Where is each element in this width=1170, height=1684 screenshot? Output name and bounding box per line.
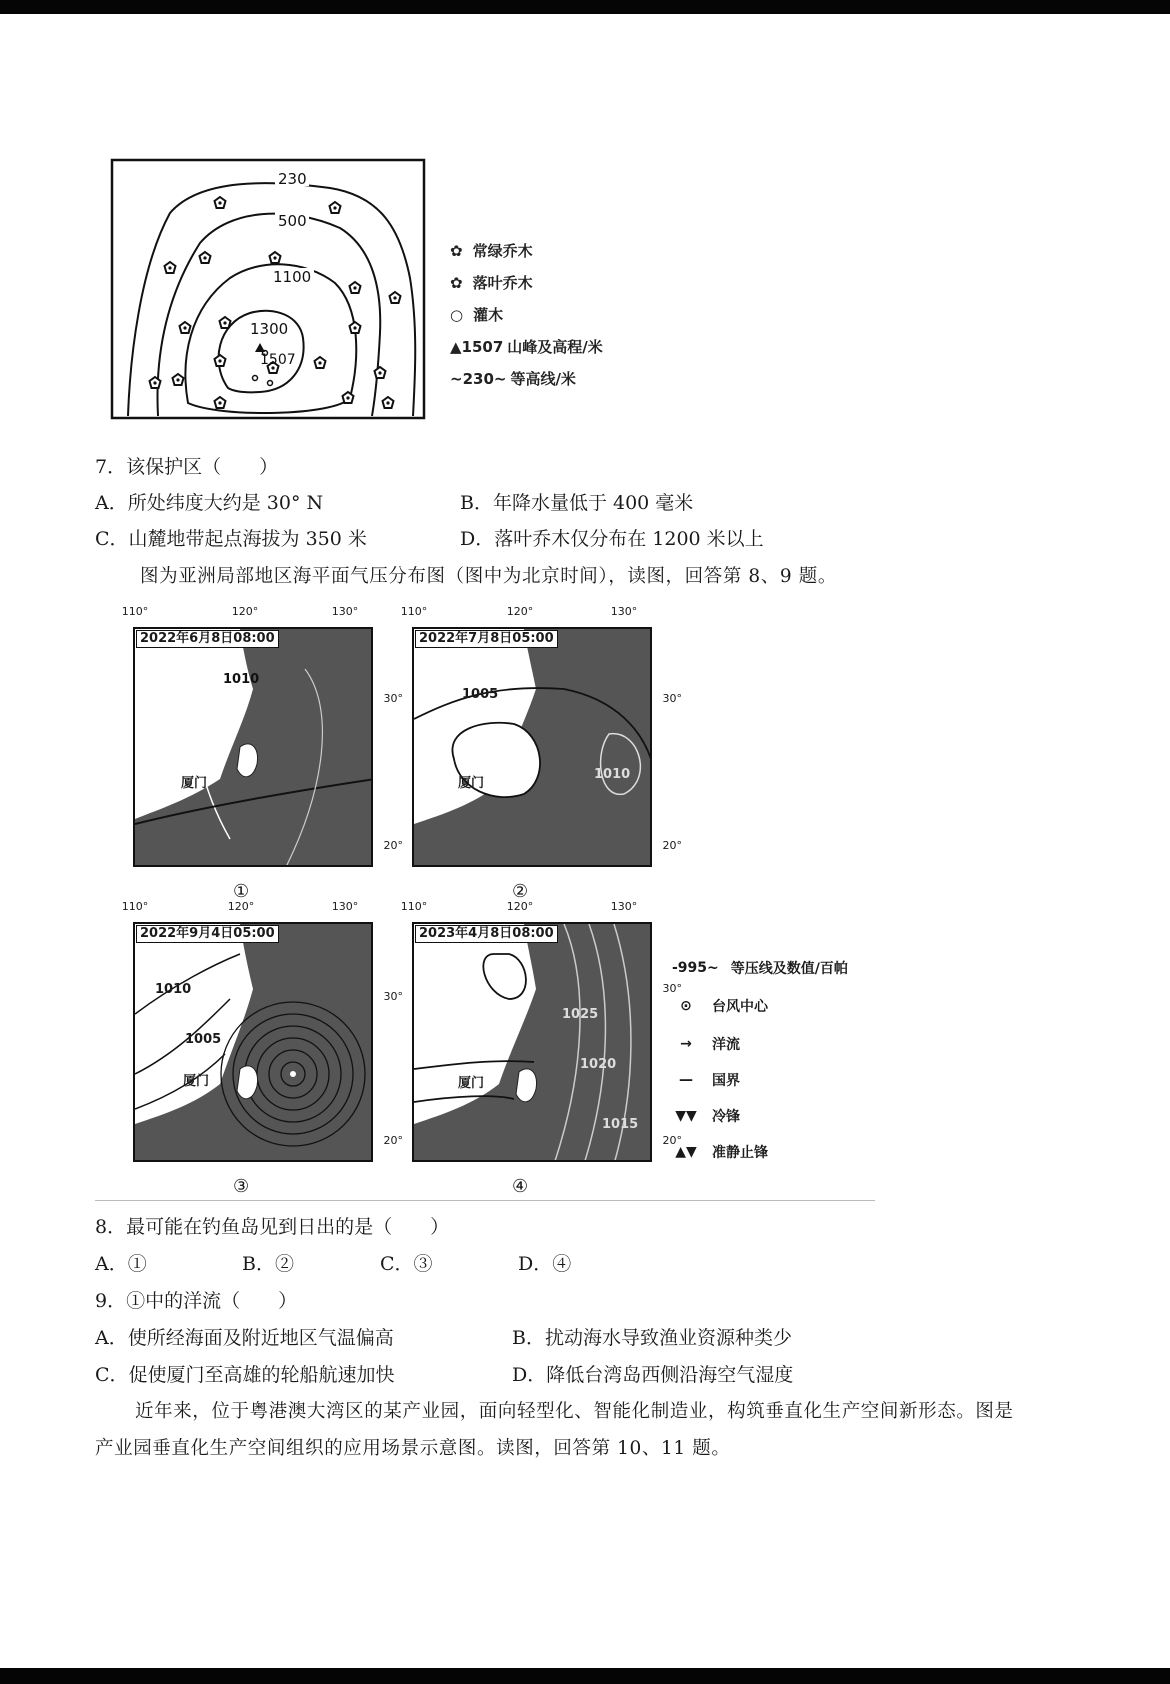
city-label: 厦门 xyxy=(458,776,485,791)
legend-row: ⊙ 台风中心 xyxy=(672,996,768,1016)
ytick: 30° xyxy=(383,692,403,705)
ytick: 30° xyxy=(662,692,682,705)
pressure-map-4 xyxy=(400,900,682,1197)
map-date: 2022年7月8日05:00 xyxy=(415,630,558,648)
q8-option-d: D．④ xyxy=(518,1253,572,1275)
intro-8-9: 图为亚洲局部地区海平面气压分布图（图中为北京时间），读图，回答第 8、9 题。 xyxy=(140,566,837,587)
stationary-front-icon: ▲▼ xyxy=(675,1144,697,1160)
legend-row: ▲▼ 准静止锋 xyxy=(672,1142,768,1162)
map-date: 2022年9月4日05:00 xyxy=(136,925,279,943)
q8-stem: 8．最可能在钓鱼岛见到日出的是（ ） xyxy=(95,1216,450,1238)
q7-option-a: A．所处纬度大约是 30° N xyxy=(95,492,324,514)
peak-icon: ▲1507 xyxy=(450,337,504,356)
city-label: 厦门 xyxy=(181,776,208,791)
legend-row: ✿ 落叶乔木 xyxy=(450,273,533,292)
legend-row: — 国界 xyxy=(672,1070,740,1090)
ytick: 20° xyxy=(383,839,403,852)
q7-option-c: C．山麓地带起点海拔为 350 米 xyxy=(95,528,367,550)
ytick: 30° xyxy=(383,990,403,1003)
q9-option-c: C．促使厦门至高雄的轮船航速加快 xyxy=(95,1364,395,1386)
cold-front-icon: ▼▼ xyxy=(675,1108,697,1124)
ytick: 30° xyxy=(662,982,682,995)
border-icon: — xyxy=(679,1072,693,1088)
city-label: 厦门 xyxy=(458,1076,485,1091)
contour-map-legend xyxy=(450,240,610,400)
isobar-label: 1010 xyxy=(594,767,631,782)
map-xticks: 110° 120° 130° xyxy=(400,605,638,618)
q8-option-c: C．③ xyxy=(380,1253,433,1275)
q7-option-b: B．年降水量低于 400 毫米 xyxy=(460,492,694,514)
intro-10-11-line2: 产业园垂直化生产空间组织的应用场景示意图。读图，回答第 10、11 题。 xyxy=(95,1438,731,1459)
isobar-label: 1025 xyxy=(562,1007,599,1022)
legend-row: ▲1507 山峰及高程/米 xyxy=(450,337,603,356)
legend-row: → 洋流 xyxy=(672,1034,740,1054)
legend-row: ○ 灌木 xyxy=(450,305,504,324)
map-date: 2022年6月8日08:00 xyxy=(136,630,279,648)
legend-row: -995~ 等压线及数值/百帕 xyxy=(672,960,848,977)
q7-stem: 7．该保护区（ ） xyxy=(95,456,279,478)
isobar-label: 1010 xyxy=(155,982,192,997)
pressure-map-legend xyxy=(672,958,872,1168)
top-bar xyxy=(0,0,1170,14)
map-xticks: 110° 120° 130° xyxy=(400,900,638,913)
contour-label: 500 xyxy=(278,212,307,230)
q9-option-a: A．使所经海面及附近地区气温偏高 xyxy=(95,1327,394,1349)
evergreen-tree-icon: ✿ xyxy=(450,241,463,260)
ytick: 20° xyxy=(383,1134,403,1147)
map-xticks: 110° 120° 130° xyxy=(121,900,359,913)
contour-label: 230 xyxy=(278,170,307,188)
city-label: 厦门 xyxy=(183,1074,210,1089)
q8-option-b: B．② xyxy=(242,1253,294,1275)
isobar-label: 1005 xyxy=(185,1032,222,1047)
typhoon-center-icon: ⊙ xyxy=(680,998,692,1014)
map-xticks: 110° 120° 130° xyxy=(121,605,359,618)
contour-map-figure xyxy=(110,158,603,423)
legend-row: ▼▼ 冷锋 xyxy=(672,1106,740,1126)
legend-row: ~230~ 等高线/米 xyxy=(450,369,576,388)
contour-label: 1100 xyxy=(273,268,312,286)
q9-option-d: D．降低台湾岛西侧沿海空气湿度 xyxy=(512,1364,794,1386)
peak-label: 1507 xyxy=(260,352,296,368)
pressure-map-3 xyxy=(121,900,403,1197)
q8-option-a: A．① xyxy=(95,1253,147,1275)
legend-row: ✿ 常绿乔木 xyxy=(450,241,533,260)
ytick: 20° xyxy=(662,1134,682,1147)
map-date: 2023年4月8日08:00 xyxy=(415,925,558,943)
pressure-map-1 xyxy=(121,605,403,902)
divider xyxy=(95,1200,875,1201)
map-number: ④ xyxy=(512,1176,529,1197)
isobar-label: 1005 xyxy=(462,687,499,702)
q9-option-b: B．扰动海水导致渔业资源种类少 xyxy=(512,1327,792,1349)
q9-stem: 9．①中的洋流（ ） xyxy=(95,1290,298,1312)
intro-10-11-line1: 近年来，位于粤港澳大湾区的某产业园，面向轻型化、智能化制造业，构筑垂直化生产空间新形态。图是 xyxy=(135,1401,1014,1422)
map-number: ① xyxy=(233,881,250,902)
deciduous-tree-icon: ✿ xyxy=(450,273,463,292)
isobar-label: 1010 xyxy=(223,672,260,687)
contour-map xyxy=(110,158,430,423)
isobar-label: 1020 xyxy=(580,1057,617,1072)
map-number: ③ xyxy=(233,1176,250,1197)
contour-label: 1300 xyxy=(250,320,289,338)
q7-option-d: D．落叶乔木仅分布在 1200 米以上 xyxy=(460,528,764,550)
contour-line-icon: ~230~ xyxy=(450,369,507,388)
pressure-map-2 xyxy=(400,605,682,902)
shrub-icon: ○ xyxy=(450,305,464,324)
map-number: ② xyxy=(512,881,529,902)
ocean-current-icon: → xyxy=(680,1036,692,1052)
ytick: 20° xyxy=(662,839,682,852)
bottom-bar xyxy=(0,1668,1170,1684)
isobar-label: 1015 xyxy=(602,1117,639,1132)
isobar-icon: -995~ xyxy=(672,960,719,976)
